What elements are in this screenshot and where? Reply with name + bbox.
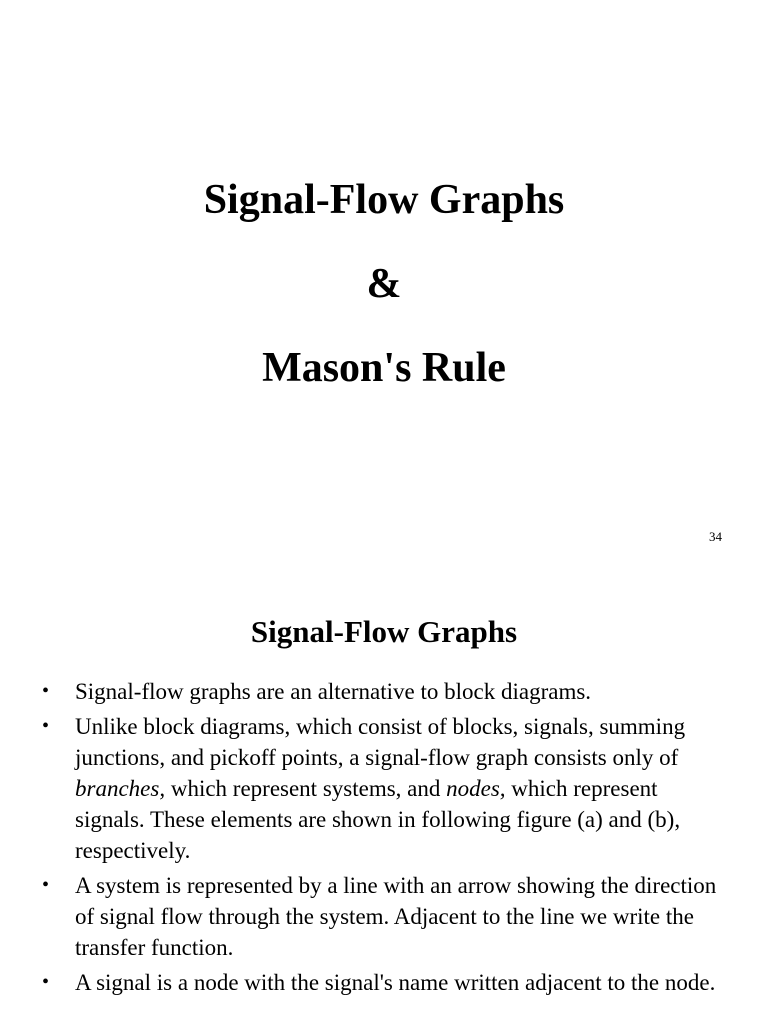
bullet-list: [42, 676, 732, 1002]
bullet-text-part-2: which represent systems, and: [165, 776, 447, 801]
bullet-text-part-3: which represent signals. These elements are shown in following figure (a) and (b), respectively.: [75, 776, 681, 863]
page-number: 34: [709, 529, 722, 544]
bullet-icon: •: [42, 680, 50, 702]
slide-title-line-2: &: [366, 261, 402, 307]
bullet-item-system: [42, 870, 732, 963]
bullet-icon: •: [42, 715, 50, 737]
bullet-item-alternative: [42, 676, 732, 707]
bullet-icon: •: [42, 971, 50, 993]
bullet-item-signal: [42, 967, 732, 998]
slide-title-line-1: Signal-Flow Graphs: [203, 177, 565, 223]
section-heading: Signal-Flow Graphs: [250, 614, 518, 649]
bullet-text: A signal is a node with the signal's name written adjacent to the node.: [75, 970, 716, 995]
slide-title: [0, 158, 768, 410]
bullet-text-nodes: nodes,: [446, 776, 506, 801]
bullet-text-branches: branches,: [75, 776, 166, 801]
slide-title-line-3: Mason's Rule: [262, 345, 506, 391]
bullet-text-part-1: Unlike block diagrams, which consist of blocks, signals, summing junctions, and pickoff points, a signal-flow graph consists only of: [75, 714, 686, 770]
bullet-text: Signal-flow graphs are an alternative to block diagrams.: [75, 679, 592, 704]
bullet-text: A system is represented by a line with an arrow showing the direction of signal flow through the system. Adjacent to the line we write the transfer function.: [75, 873, 717, 960]
bullet-icon: •: [42, 874, 50, 896]
bullet-item-unlike-block-diagrams: [42, 711, 732, 866]
